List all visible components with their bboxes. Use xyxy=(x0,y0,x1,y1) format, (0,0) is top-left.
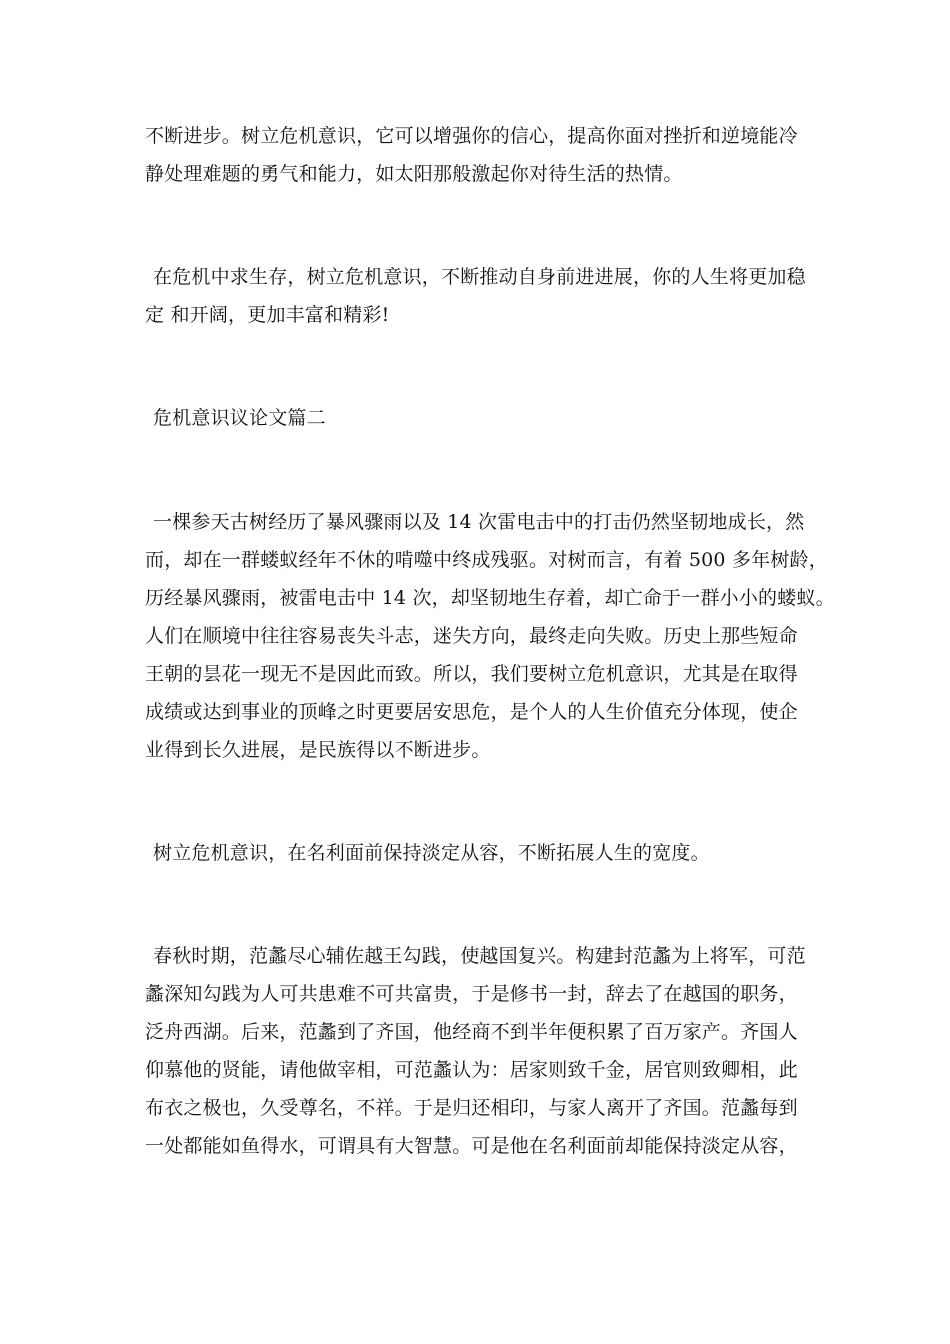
text-line: 布衣之极也，久受尊名，不祥。于是归还相印，与家人离开了齐国。范蠡每到 xyxy=(145,1097,798,1119)
text-line: 泛舟西湖。后来，范蠡到了齐国，他经商不到半年便积累了百万家产。齐国人 xyxy=(145,1021,798,1043)
text-line: 仰慕他的贤能，请他做宰相，可范蠡认为：居家则致千金，居官则致卿相，此 xyxy=(145,1059,798,1081)
text-line: 业得到长久进展，是民族得以不断进步。 xyxy=(145,739,491,761)
text-line: 历经暴风骤雨，被雷电击中 14 次，却坚韧地生存着，却亡命于一群小小的蝼蚁。 xyxy=(145,587,835,609)
text-line: 王朝的昙花一现无不是因此而致。所以，我们要树立危机意识，尤其是在取得 xyxy=(145,663,798,685)
text-line: 静处理难题的勇气和能力，如太阳那般激起你对待生活的热情。 xyxy=(145,163,683,185)
text-line: 在危机中求生存，树立危机意识，不断推动自身前进进展，你的人生将更加稳 xyxy=(153,266,806,288)
text-line: 而，却在一群蝼蚁经年不休的啃噬中终成残驱。对树而言，有着 500 多年树龄， xyxy=(145,549,828,571)
text-line: 一处都能如鱼得水，可谓具有大智慧。可是他在名利面前却能保持淡定从容， xyxy=(145,1135,798,1157)
text-line: 定 和开阔，更加丰富和精彩! xyxy=(145,304,390,326)
text-line: 蠡深知勾践为人可共患难不可共富贵，于是修书一封，辞去了在越国的职务， xyxy=(145,983,798,1005)
text-line: 不断进步。树立危机意识，它可以增强你的信心，提高你面对挫折和逆境能冷 xyxy=(145,125,798,147)
text-line: 树立危机意识，在名利面前保持淡定从容，不断拓展人生的宽度。 xyxy=(153,842,710,864)
text-line: 人们在顺境中往往容易丧失斗志，迷失方向，最终走向失败。历史上那些短命 xyxy=(145,625,798,647)
text-line: 成绩或达到事业的顶峰之时更要居安思危，是个人的人生价值充分体现，使企 xyxy=(145,701,798,723)
text-line: 春秋时期，范蠡尽心辅佐越王勾践，使越国复兴。构建封范蠡为上将军，可范 xyxy=(153,945,806,967)
section-heading: 危机意识议论文篇二 xyxy=(153,407,326,429)
text-line: 一棵参天古树经历了暴风骤雨以及 14 次雷电击中的打击仍然坚韧地成长，然 xyxy=(153,511,805,533)
